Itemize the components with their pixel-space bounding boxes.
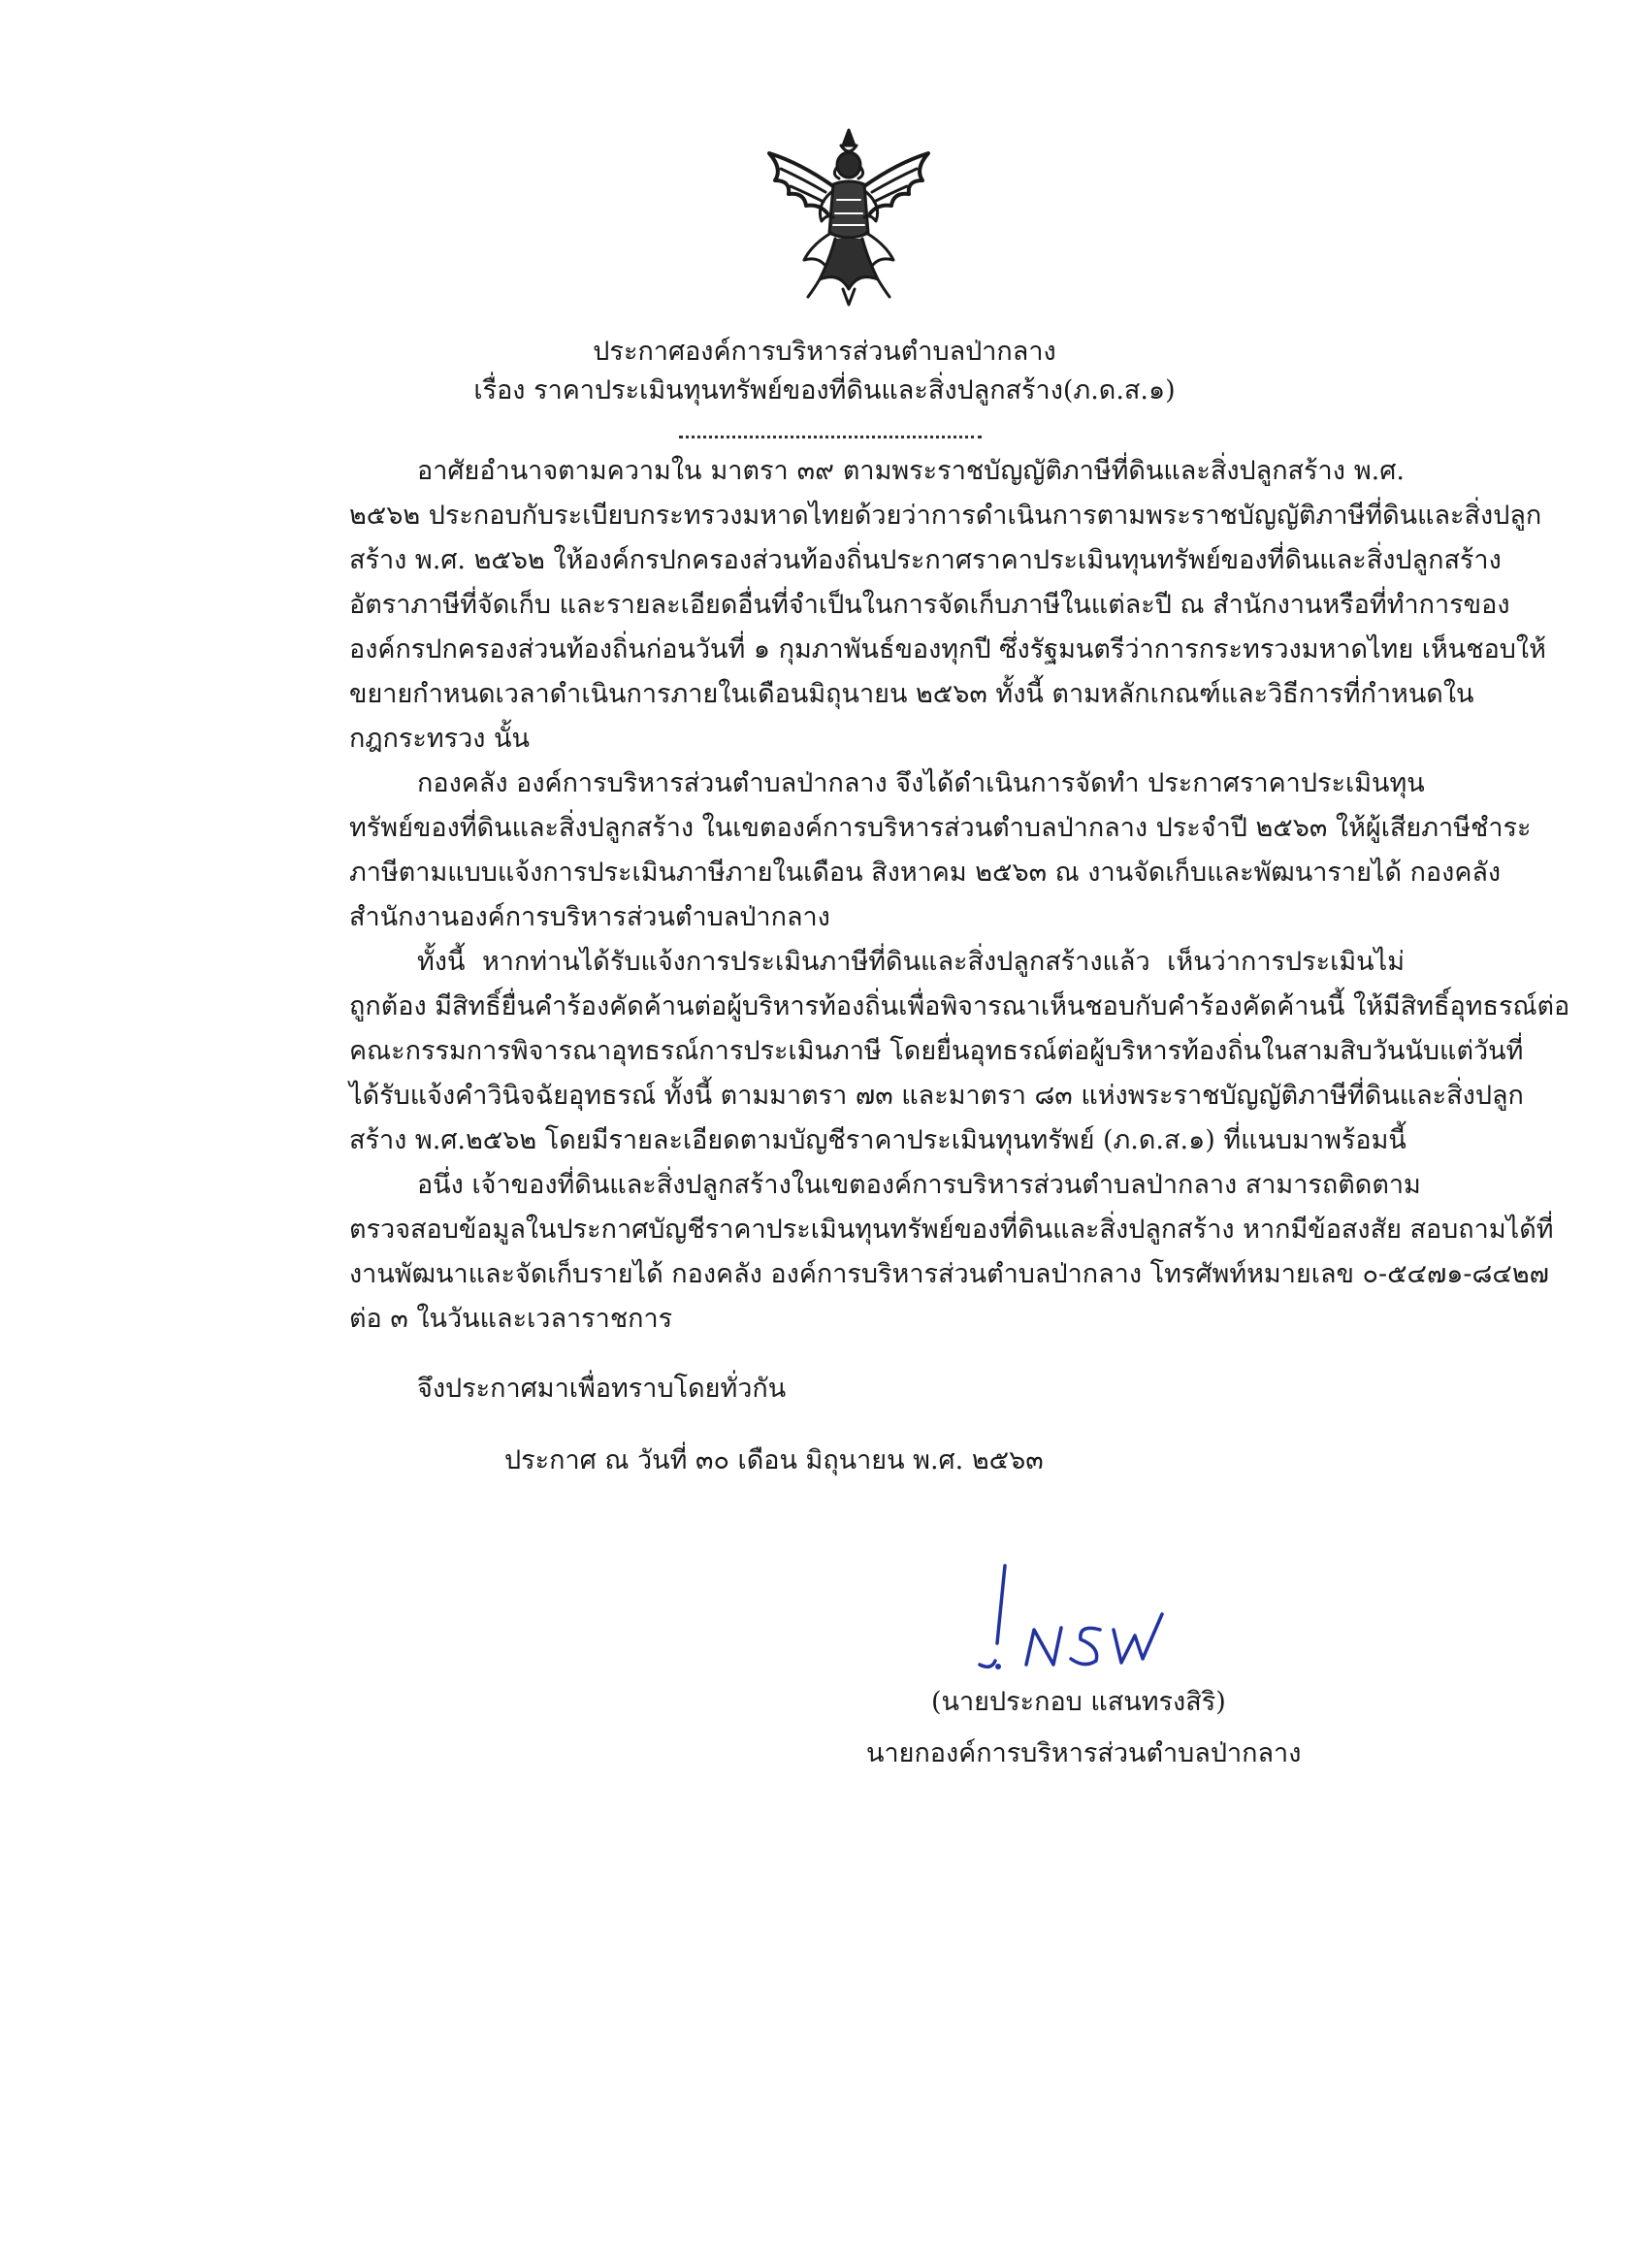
garuda-emblem-icon (761, 124, 936, 308)
paragraph-2-line: สำนักงานองค์การบริหารส่วนตำบลป่ากลาง (349, 902, 830, 932)
paragraph-1-line: อาศัยอำนาจตามความใน มาตรา ๓๙ ตามพระราชบัญญัติภาษีที่ดินและสิ่งปลูกสร้าง พ.ศ. (417, 456, 1405, 486)
paragraph-4-line: งานพัฒนาและจัดเก็บรายได้ กองคลัง องค์การบริหารส่วนตำบลป่ากลาง โทรศัพท์หมายเลข ๐-๕๔๗๑-๘๔๒๗ (349, 1259, 1549, 1289)
paragraph-2-line: ทรัพย์ของที่ดินและสิ่งปลูกสร้าง ในเขตองค์การบริหารส่วนตำบลป่ากลาง ประจำปี ๒๕๖๓ ให้ผู้เสียภาษีชำระ (349, 813, 1532, 843)
paragraph-3-line: ถูกต้อง มีสิทธิ์ยื่นคำร้องคัดค้านต่อผู้บริหารท้องถิ่นเพื่อพิจารณาเห็นชอบกับคำร้องคัดค้านนี้ ให้มีสิทธิ์อุทธรณ์ต่อ (349, 991, 1570, 1021)
paragraph-3-line: ได้รับแจ้งคำวินิจฉัยอุทธรณ์ ทั้งนี้ ตามมาตรา ๗๓ และมาตรา ๘๓ แห่งพระราชบัญญัติภาษีที่ดินและสิ่งปลูก (349, 1081, 1524, 1111)
closing-statement: จึงประกาศมาเพื่อทราบโดยทั่วกัน (417, 1374, 787, 1404)
paragraph-1-line: ๒๕๖๒ ประกอบกับระเบียบกระทรวงมหาดไทยด้วยว่าการดำเนินการตามพระราชบัญญัติภาษีที่ดินและสิ่งปลูก (349, 501, 1542, 531)
title-divider (679, 436, 982, 438)
paragraph-1-line: ขยายกำหนดเวลาดำเนินการภายในเดือนมิถุนายน ๒๕๖๓ ทั้งนี้ ตามหลักเกณฑ์และวิธีการที่กำหนดใน (349, 679, 1474, 709)
paragraph-1-line: กฎกระทรวง นั้น (349, 724, 530, 754)
paragraph-2-line: กองคลัง องค์การบริหารส่วนตำบลป่ากลาง จึงได้ดำเนินการจัดทำ ประกาศราคาประเมินทุน (417, 768, 1425, 798)
announcement-subject: เรื่อง ราคาประเมินทุนทรัพย์ของที่ดินและสิ่งปลูกสร้าง(ภ.ด.ส.๑) (473, 375, 1176, 405)
paragraph-3-line: คณะกรรมการพิจารณาอุทธรณ์การประเมินภาษี โดยยื่นอุทธรณ์ต่อผู้บริหารท้องถิ่นในสามสิบวันนับแต่วันที่ (349, 1036, 1524, 1066)
paragraph-2-line: ภาษีตามแบบแจ้งการประเมินภาษีภายในเดือน สิงหาคม ๒๕๖๓ ณ งานจัดเก็บและพัฒนารายได้ กองคลัง (349, 858, 1502, 888)
paragraph-4-line: ตรวจสอบข้อมูลในประกาศบัญชีราคาประเมินทุนทรัพย์ของที่ดินและสิ่งปลูกสร้าง หากมีข้อสงสัย สอบถามได้ที่ (349, 1215, 1554, 1245)
paragraph-4-line: อนึ่ง เจ้าของที่ดินและสิ่งปลูกสร้างในเขตองค์การบริหารส่วนตำบลป่ากลาง สามารถติดตาม (417, 1170, 1421, 1200)
paragraph-1-line: สร้าง พ.ศ. ๒๕๖๒ ให้องค์กรปกครองส่วนท้องถิ่นประกาศราคาประเมินทุนทรัพย์ของที่ดินและสิ่งปลูกสร้าง (349, 545, 1502, 575)
handwritten-signature-icon (972, 1560, 1185, 1686)
paragraph-1-line: อัตราภาษีที่จัดเก็บ และรายละเอียดอื่นที่จำเป็นในการจัดเก็บภาษีในแต่ละปี ณ สำนักงานหรือที่ทำการของ (349, 590, 1510, 620)
signatory-name: (นายประกอบ แสนทรงสิริ) (931, 1687, 1226, 1717)
signatory-position: นายกองค์การบริหารส่วนตำบลป่ากลาง (866, 1738, 1302, 1768)
paragraph-3-line: สร้าง พ.ศ.๒๕๖๒ โดยมีรายละเอียดตามบัญชีราคาประเมินทุนทรัพย์ (ภ.ด.ส.๑) ที่แนบมาพร้อมนี้ (349, 1125, 1406, 1155)
paragraph-3-line: ทั้งนี้ หากท่านได้รับแจ้งการประเมินภาษีที่ดินและสิ่งปลูกสร้างแล้ว เห็นว่าการประเมินไม่ (417, 947, 1405, 977)
announcement-date: ประกาศ ณ วันที่ ๓๐ เดือน มิถุนายน พ.ศ. ๒๕๖๓ (504, 1445, 1044, 1475)
paragraph-1-line: องค์กรปกครองส่วนท้องถิ่นก่อนวันที่ ๑ กุมภาพันธ์ของทุกปี ซึ่งรัฐมนตรีว่าการกระทรวงมหาดไทย เห็นชอบให้ (349, 634, 1546, 664)
announcement-title: ประกาศองค์การบริหารส่วนตำบลป่ากลาง (593, 337, 1056, 367)
paragraph-4-line: ต่อ ๓ ในวันและเวลาราชการ (349, 1304, 673, 1334)
